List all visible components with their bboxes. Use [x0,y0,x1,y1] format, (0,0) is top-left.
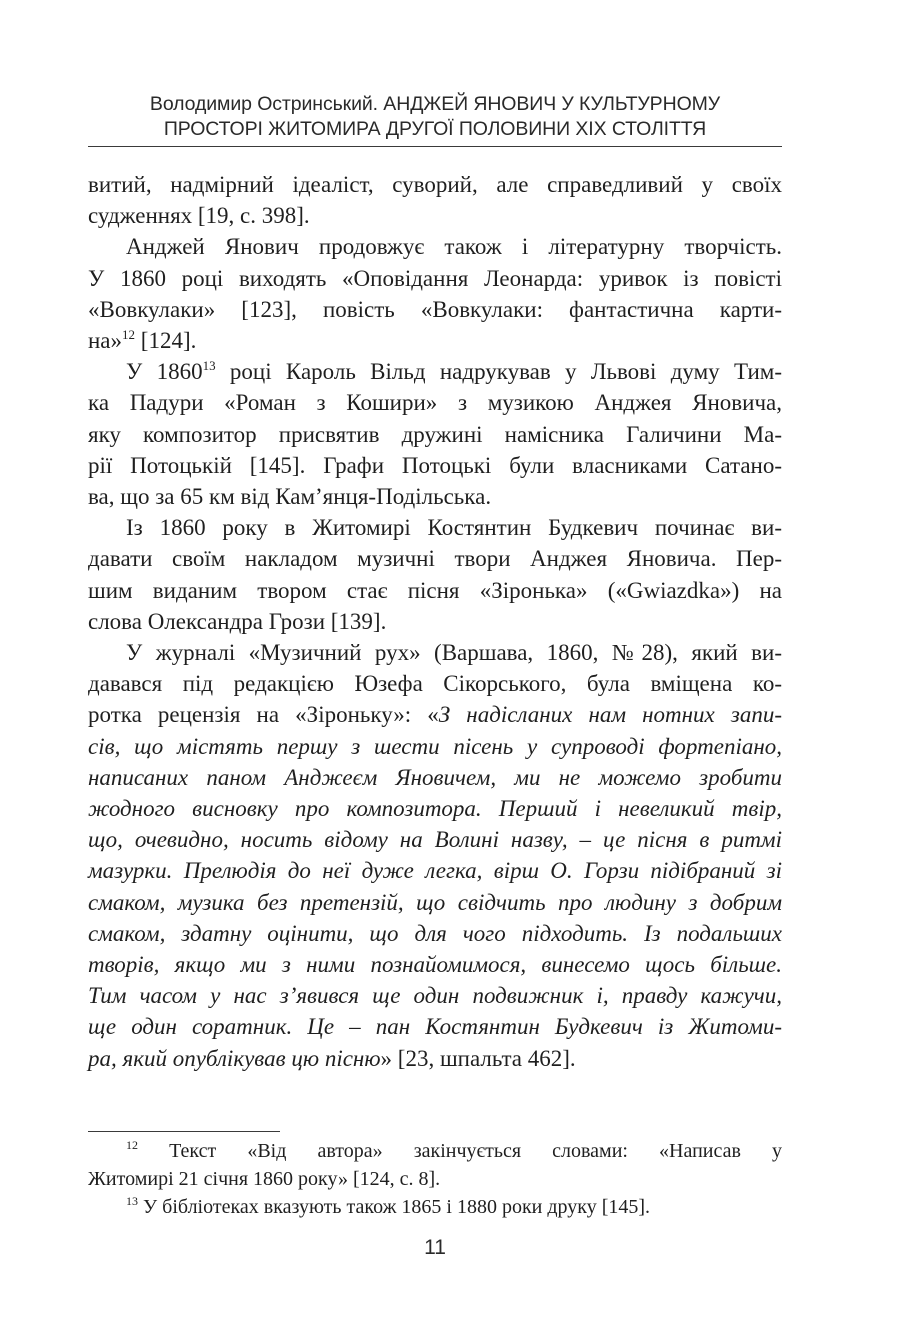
text-line: давати своїм накладом музичні твори Анджея Яновича. Пер- [88,546,782,572]
quote-line: ще один соратник. Це – пан Костянтин Будкевич із Житоми- [88,1014,782,1040]
running-head-line-1: Володимир Остринський. АНДЖЕЙ ЯНОВИЧ У КУЛЬТУРНОМУ [149,93,721,115]
paragraph-4 [88,512,782,637]
main-text [88,169,782,1074]
text-line: яку композитор присвятив дружині намісника Галичини Ма- [88,421,782,447]
text-line [88,1137,782,1165]
text-fragment: Текст «Від автора» закінчується словами: «Написав у [138,1140,782,1162]
text-line: ка Падури «Роман з Кошири» з музикою Анджея Яновича, [88,390,782,416]
text-line: шим виданим твором стає пісня «Зіронька» («Gwiazdka») на [88,577,782,603]
text-line [88,356,782,387]
quote-line: творів, якщо ми з ними познайомимося, винесемо щось більше. [88,952,782,978]
text-line: судженнях [19, с. 398]. [88,203,310,229]
quote-line: сів, що містять першу з шести пісень у супроводі фортепіано, [88,733,782,759]
footnotes [88,1137,782,1221]
text-fragment: » [23, шпальта 462]. [380,1045,576,1071]
book-page [88,0,782,1341]
text-fragment: У бібліотеках вказують також 1865 і 1880 роки друку [145]. [138,1196,651,1218]
quote-line: Тим часом у нас з’явився ще один подвижник і, правду кажучи, [88,983,782,1009]
footnote-number: 12 [126,1138,138,1152]
quote-fragment: З надісланих нам нотних запи- [438,702,782,728]
text-line: «Вовкулаки» [123], повість «Вовкулаки: фантастична карти- [88,296,782,322]
quote-line: смаком, музика без претензій, що свідчить про людину з добрим [88,889,782,915]
text-line: У журналі «Музичний рух» (Варшава, 1860, №28), який ви- [126,640,782,666]
text-line [88,1193,782,1221]
paragraph-5 [88,637,782,1074]
text-fragment: У 1860 [126,359,203,385]
footnote-12 [88,1137,782,1193]
text-line: У 1860 році виходять «Оповідання Леонарда: уривок із повісті [88,265,782,291]
text-line [88,325,782,356]
quote-fragment: ра, який опублікував цю пісню [88,1045,381,1071]
footnote-ref-12[interactable]: 12 [122,327,136,343]
footnote-13 [88,1193,782,1221]
footnote-number: 13 [126,1194,138,1208]
quote-line: жодного висновку про композитора. Перший і невеликий твір, [88,796,782,822]
running-head [88,92,782,142]
text-fragment: році Кароль Вільд надрукував у Львові думу Тим- [215,359,782,385]
quote-line: смаком, здатну оцінити, що для чого підходить. Із подальших [88,920,782,946]
paragraph-3 [88,356,782,512]
text-fragment: ротка рецензія на «Зіроньку»: « [88,702,439,728]
text-fragment: на» [88,328,123,354]
quote-line: написаних паном Анджеєм Яновичем, ми не можемо зробити [88,764,782,790]
paragraph-1 [88,169,782,231]
footnote-ref-13[interactable]: 13 [202,358,216,374]
text-line [88,699,782,730]
text-line: Житомирі 21 січня 1860 року» [124, с. 8]. [88,1168,441,1190]
text-line: Анджей Янович продовжує також і літературну творчість. [126,234,782,260]
text-line: ва, що за 65 км від Кам’янця-Подільська. [88,484,492,510]
page-number: 11 [424,1236,446,1259]
text-line: слова Олександра Грози [139]. [88,608,387,634]
running-head-line-2: ПРОСТОРІ ЖИТОМИРА ДРУГОЇ ПОЛОВИНИ XIX СТОЛІТТЯ [163,118,707,140]
footnote-rule [88,1131,280,1132]
text-fragment: [124]. [135,328,197,354]
text-line: давався під редакцією Юзефа Сікорського, була вміщена ко- [88,671,782,697]
text-line: витий, надмірний ідеаліст, суворий, але справедливий у своїх [88,172,782,197]
paragraph-2 [88,231,782,356]
quote-line: мазурки. Прелюдія до неї дуже легка, вірш О. Горзи підібраний зі [88,858,782,884]
text-line: Із 1860 року в Житомирі Костянтин Будкевич починає ви- [126,515,782,541]
text-line: рії Потоцькій [145]. Графи Потоцькі були власниками Сатано- [88,452,782,478]
header-rule [88,146,782,147]
text-line [88,1043,782,1074]
quote-line: що, очевидно, носить відому на Волині назву, – це пісня в ритмі [88,827,782,853]
